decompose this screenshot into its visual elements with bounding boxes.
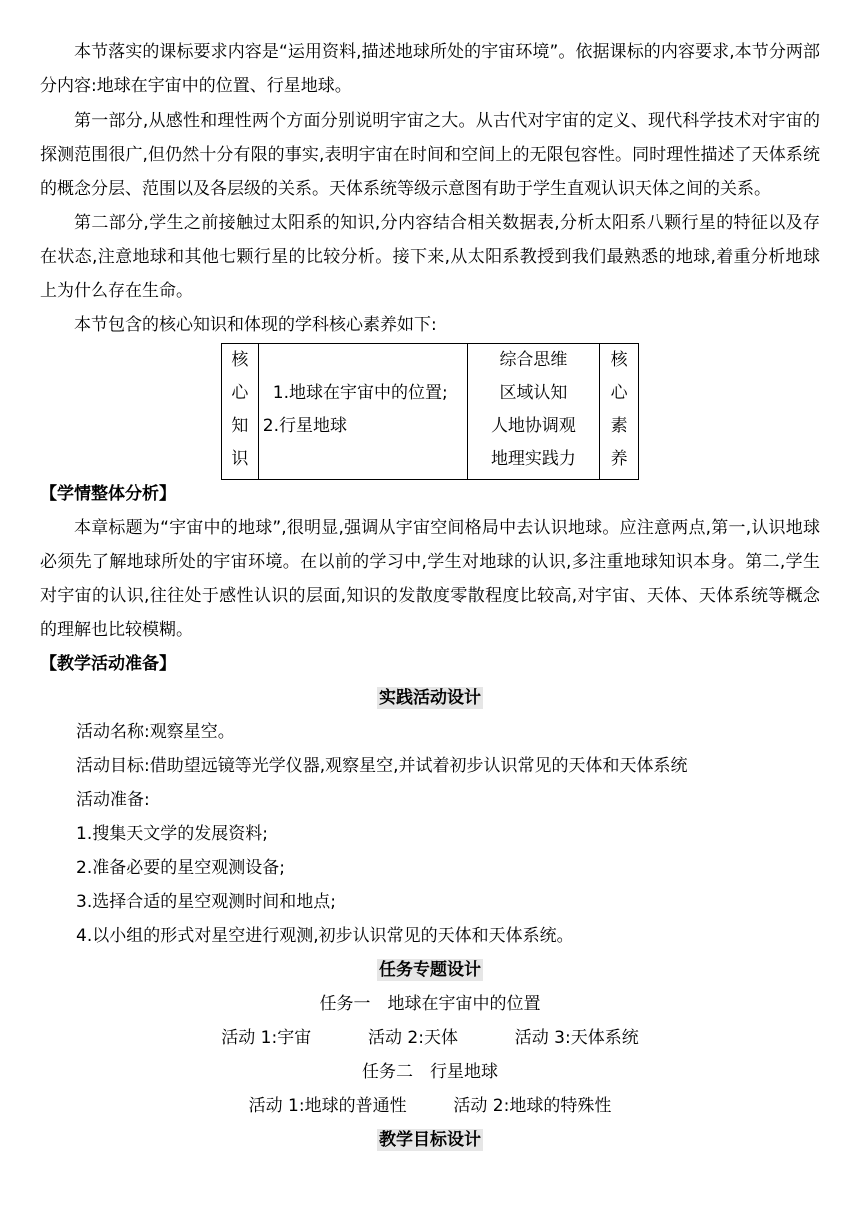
intro-paragraph-1: 本节落实的课标要求内容是“运用资料,描述地球所处的宇宙环境”。依据课标的内容要求,本节分两部分内容:地球在宇宙中的位置、行星地球。 [40, 42, 820, 96]
task-two-activities [0, 1089, 860, 1123]
activity-item: 活动 2:天体 [368, 1028, 458, 1048]
literacy-item: 区域认知 [499, 383, 568, 403]
intro-paragraph-3: 第二部分,学生之前接触过太阳系的知识,分内容结合相关数据表,分析太阳系八颗行星的特征以及存在状态,注意地球和其他七颗行星的比较分析。接下来,从太阳系教授到我们最熟悉的地球,着重分析地球上为什么存在生命。 [40, 213, 820, 301]
teaching-goals-title-text: 教学目标设计 [379, 1130, 481, 1150]
activity-prep-label: 活动准备: [76, 790, 150, 810]
prep-step: 2.准备必要的星空观测设备; [76, 858, 285, 878]
core-knowledge-label [222, 344, 259, 480]
practice-design-title-text: 实践活动设计 [379, 688, 481, 708]
prep-step: 1.搜集天文学的发展资料; [76, 824, 268, 844]
task-design-title [0, 953, 860, 987]
activity-item: 活动 1:地球的普通性 [248, 1096, 407, 1116]
label-char: 心 [231, 383, 249, 403]
task-two-title: 任务二 行星地球 [362, 1062, 498, 1082]
teaching-goals-title [0, 1123, 860, 1157]
analysis-paragraph: 本章标题为“宇宙中的地球”,很明显,强调从宇宙空间格局中去认识地球。应注意两点,第一,认识地球必须先了解地球所处的宇宙环境。在以前的学习中,学生对地球的认识,多注重地球知识本身。第二,学生对宇宙的认识,往往处于感性认识的层面,知识的发散度零散程度比较高,对宇宙、天体、天体系统等概念的理解也比较模糊。 [40, 518, 820, 640]
prep-heading: 【教学活动准备】 [40, 654, 176, 674]
literacy-list [467, 344, 600, 480]
knowledge-item: 2.行星地球 [262, 416, 347, 436]
activity-item: 活动 3:天体系统 [514, 1028, 639, 1048]
activity-goal: 活动目标:借助望远镜等光学仪器,观察星空,并试着初步认识常见的天体和天体系统 [76, 756, 688, 776]
practice-design-title [0, 681, 860, 715]
core-knowledge-table [221, 343, 639, 480]
label-char: 识 [231, 449, 249, 469]
literacy-item: 人地协调观 [490, 416, 576, 436]
activity-item: 活动 1:宇宙 [221, 1028, 312, 1048]
intro-paragraph-4: 本节包含的核心知识和体现的学科核心素养如下: [74, 315, 437, 335]
literacy-item: 综合思维 [499, 350, 568, 370]
label-char: 素 [610, 416, 628, 436]
label-char: 知 [231, 416, 249, 436]
task-one-title: 任务一 地球在宇宙中的位置 [319, 994, 541, 1014]
prep-step: 3.选择合适的星空观测时间和地点; [76, 892, 336, 912]
task-design-title-text: 任务专题设计 [379, 960, 481, 980]
activity-name: 活动名称:观察星空。 [76, 722, 235, 742]
activity-item: 活动 2:地球的特殊性 [453, 1096, 612, 1116]
label-char: 核 [610, 350, 628, 370]
task-one-activities [0, 1021, 860, 1055]
label-char: 心 [610, 383, 628, 403]
prep-step: 4.以小组的形式对星空进行观测,初步认识常见的天体和天体系统。 [76, 926, 574, 946]
label-char: 养 [610, 449, 628, 469]
knowledge-list [258, 344, 467, 480]
core-literacy-label [600, 344, 639, 480]
label-char: 核 [231, 350, 249, 370]
knowledge-item: 1.地球在宇宙中的位置; [272, 383, 448, 403]
literacy-item: 地理实践力 [490, 449, 576, 469]
intro-paragraph-2: 第一部分,从感性和理性两个方面分别说明宇宙之大。从古代对宇宙的定义、现代科学技术对宇宙的探测范围很广,但仍然十分有限的事实,表明宇宙在时间和空间上的无限包容性。同时理性描述了天体系统的概念分层、范围以及各层级的关系。天体系统等级示意图有助于学生直观认识天体之间的关系。 [40, 111, 820, 199]
analysis-heading: 【学情整体分析】 [40, 484, 176, 504]
